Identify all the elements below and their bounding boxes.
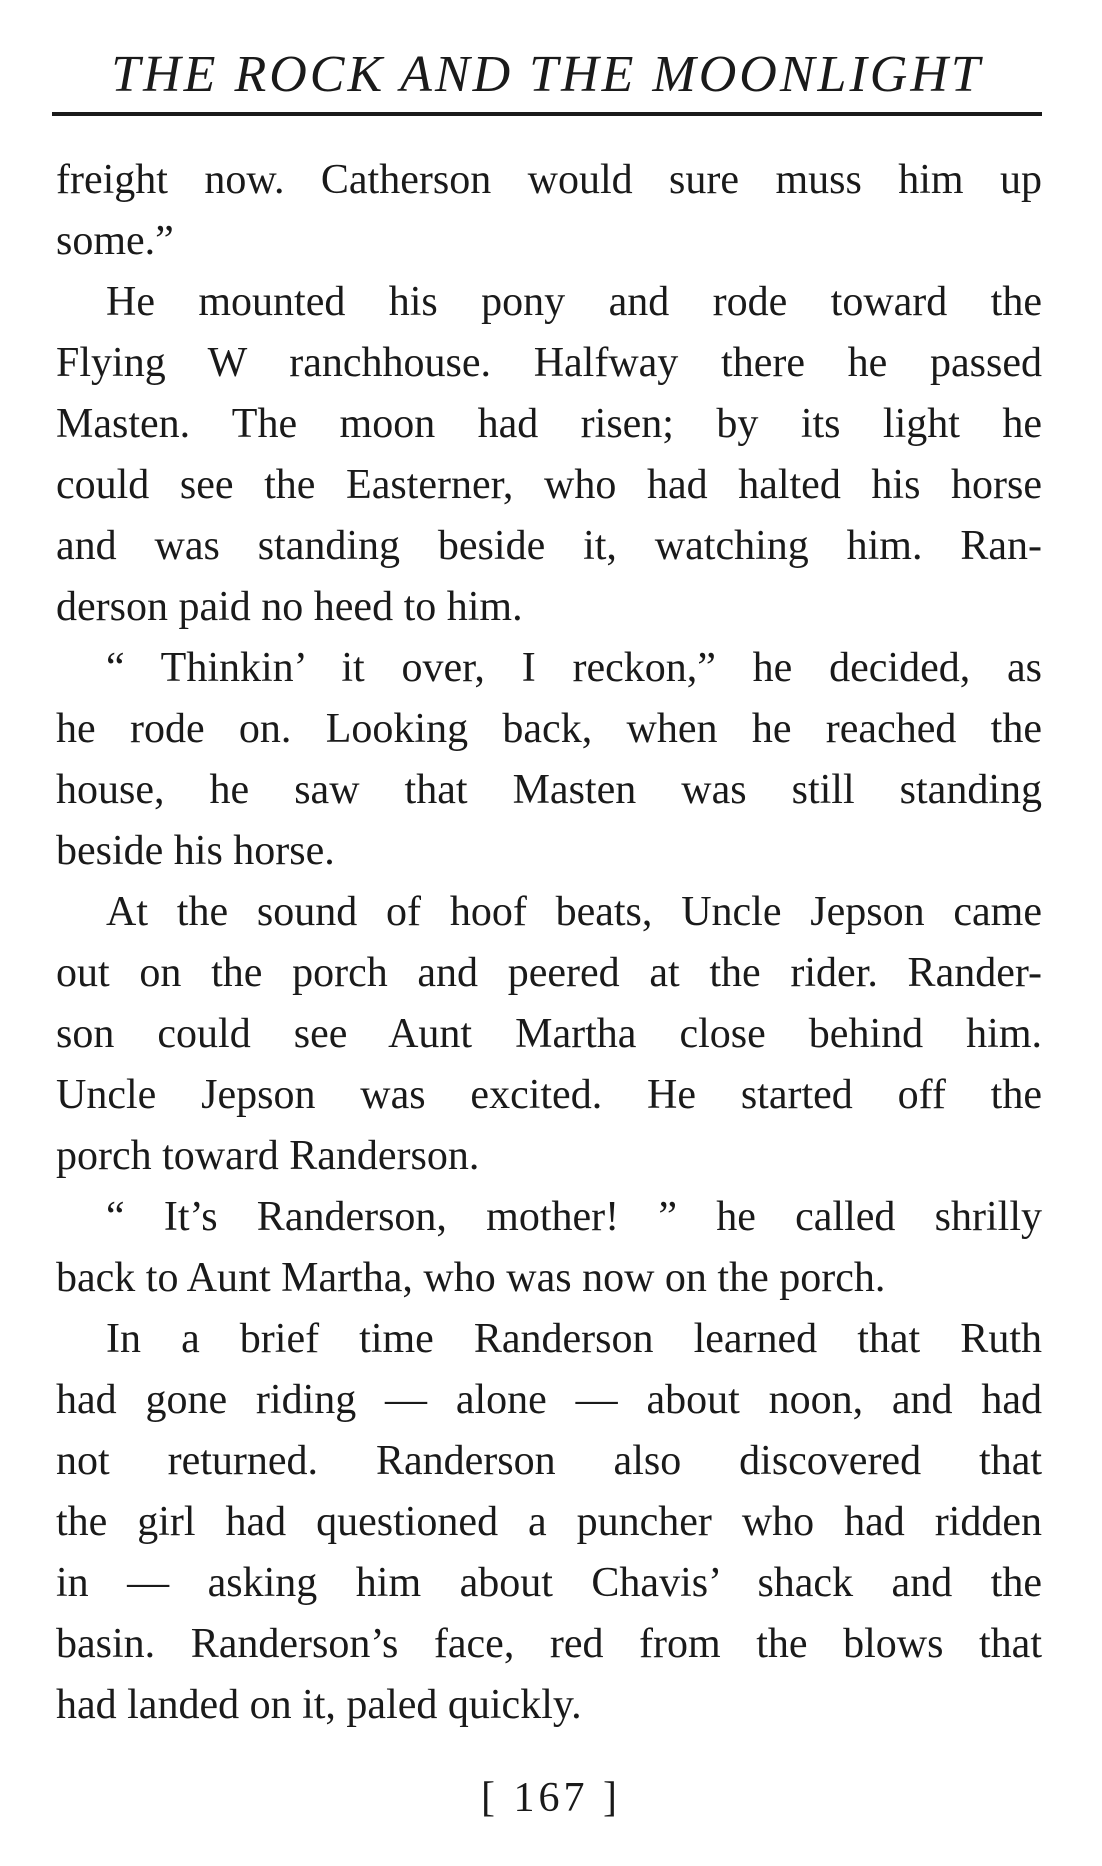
text-line: In a brief time Randerson learned that Ruth — [106, 1316, 1042, 1362]
head-rule — [52, 112, 1042, 116]
text-line: Masten. The moon had risen; by its light he — [56, 401, 1042, 447]
text-line: had landed on it, paled quickly. — [56, 1682, 582, 1728]
text-line: had gone riding — alone — about noon, and had — [56, 1377, 1042, 1423]
text-line: some.” — [56, 218, 174, 264]
body-text — [56, 150, 1042, 1736]
paragraph — [56, 150, 1042, 272]
text-line: Flying W ranchhouse. Halfway there he passed — [56, 340, 1042, 386]
text-line: house, he saw that Masten was still standing — [56, 767, 1042, 813]
text-line: Uncle Jepson was excited. He started off the — [56, 1072, 1042, 1118]
paragraph — [56, 272, 1042, 638]
paragraph — [56, 882, 1042, 1187]
text-line: in — asking him about Chavis’ shack and the — [56, 1560, 1042, 1606]
text-line: could see the Easterner, who had halted his horse — [56, 462, 1042, 508]
text-line: son could see Aunt Martha close behind him. — [56, 1011, 1042, 1057]
running-head: THE ROCK AND THE MOONLIGHT — [111, 46, 983, 103]
text-line: basin. Randerson’s face, red from the blows that — [56, 1621, 1042, 1667]
page-number: [ 167 ] — [481, 1775, 621, 1821]
text-line: He mounted his pony and rode toward the — [106, 279, 1042, 325]
paragraph — [56, 1309, 1042, 1736]
text-line: out on the porch and peered at the rider. Rander- — [56, 950, 1042, 996]
text-line: derson paid no heed to him. — [56, 584, 523, 630]
text-line: “ It’s Randerson, mother! ” he called shrilly — [106, 1194, 1042, 1240]
paragraph — [56, 1187, 1042, 1309]
text-line: porch toward Randerson. — [56, 1133, 480, 1179]
text-line: freight now. Catherson would sure muss him up — [56, 157, 1042, 203]
text-line: “ Thinkin’ it over, I reckon,” he decided, as — [106, 645, 1042, 691]
text-line: the girl had questioned a puncher who had ridden — [56, 1499, 1042, 1545]
paragraph — [56, 638, 1042, 882]
text-line: At the sound of hoof beats, Uncle Jepson came — [106, 889, 1042, 935]
text-line: he rode on. Looking back, when he reached the — [56, 706, 1042, 752]
text-line: not returned. Randerson also discovered that — [56, 1438, 1042, 1484]
text-line: and was standing beside it, watching him. Ran- — [56, 523, 1042, 569]
text-line: beside his horse. — [56, 828, 335, 874]
text-line: back to Aunt Martha, who was now on the porch. — [56, 1255, 886, 1301]
